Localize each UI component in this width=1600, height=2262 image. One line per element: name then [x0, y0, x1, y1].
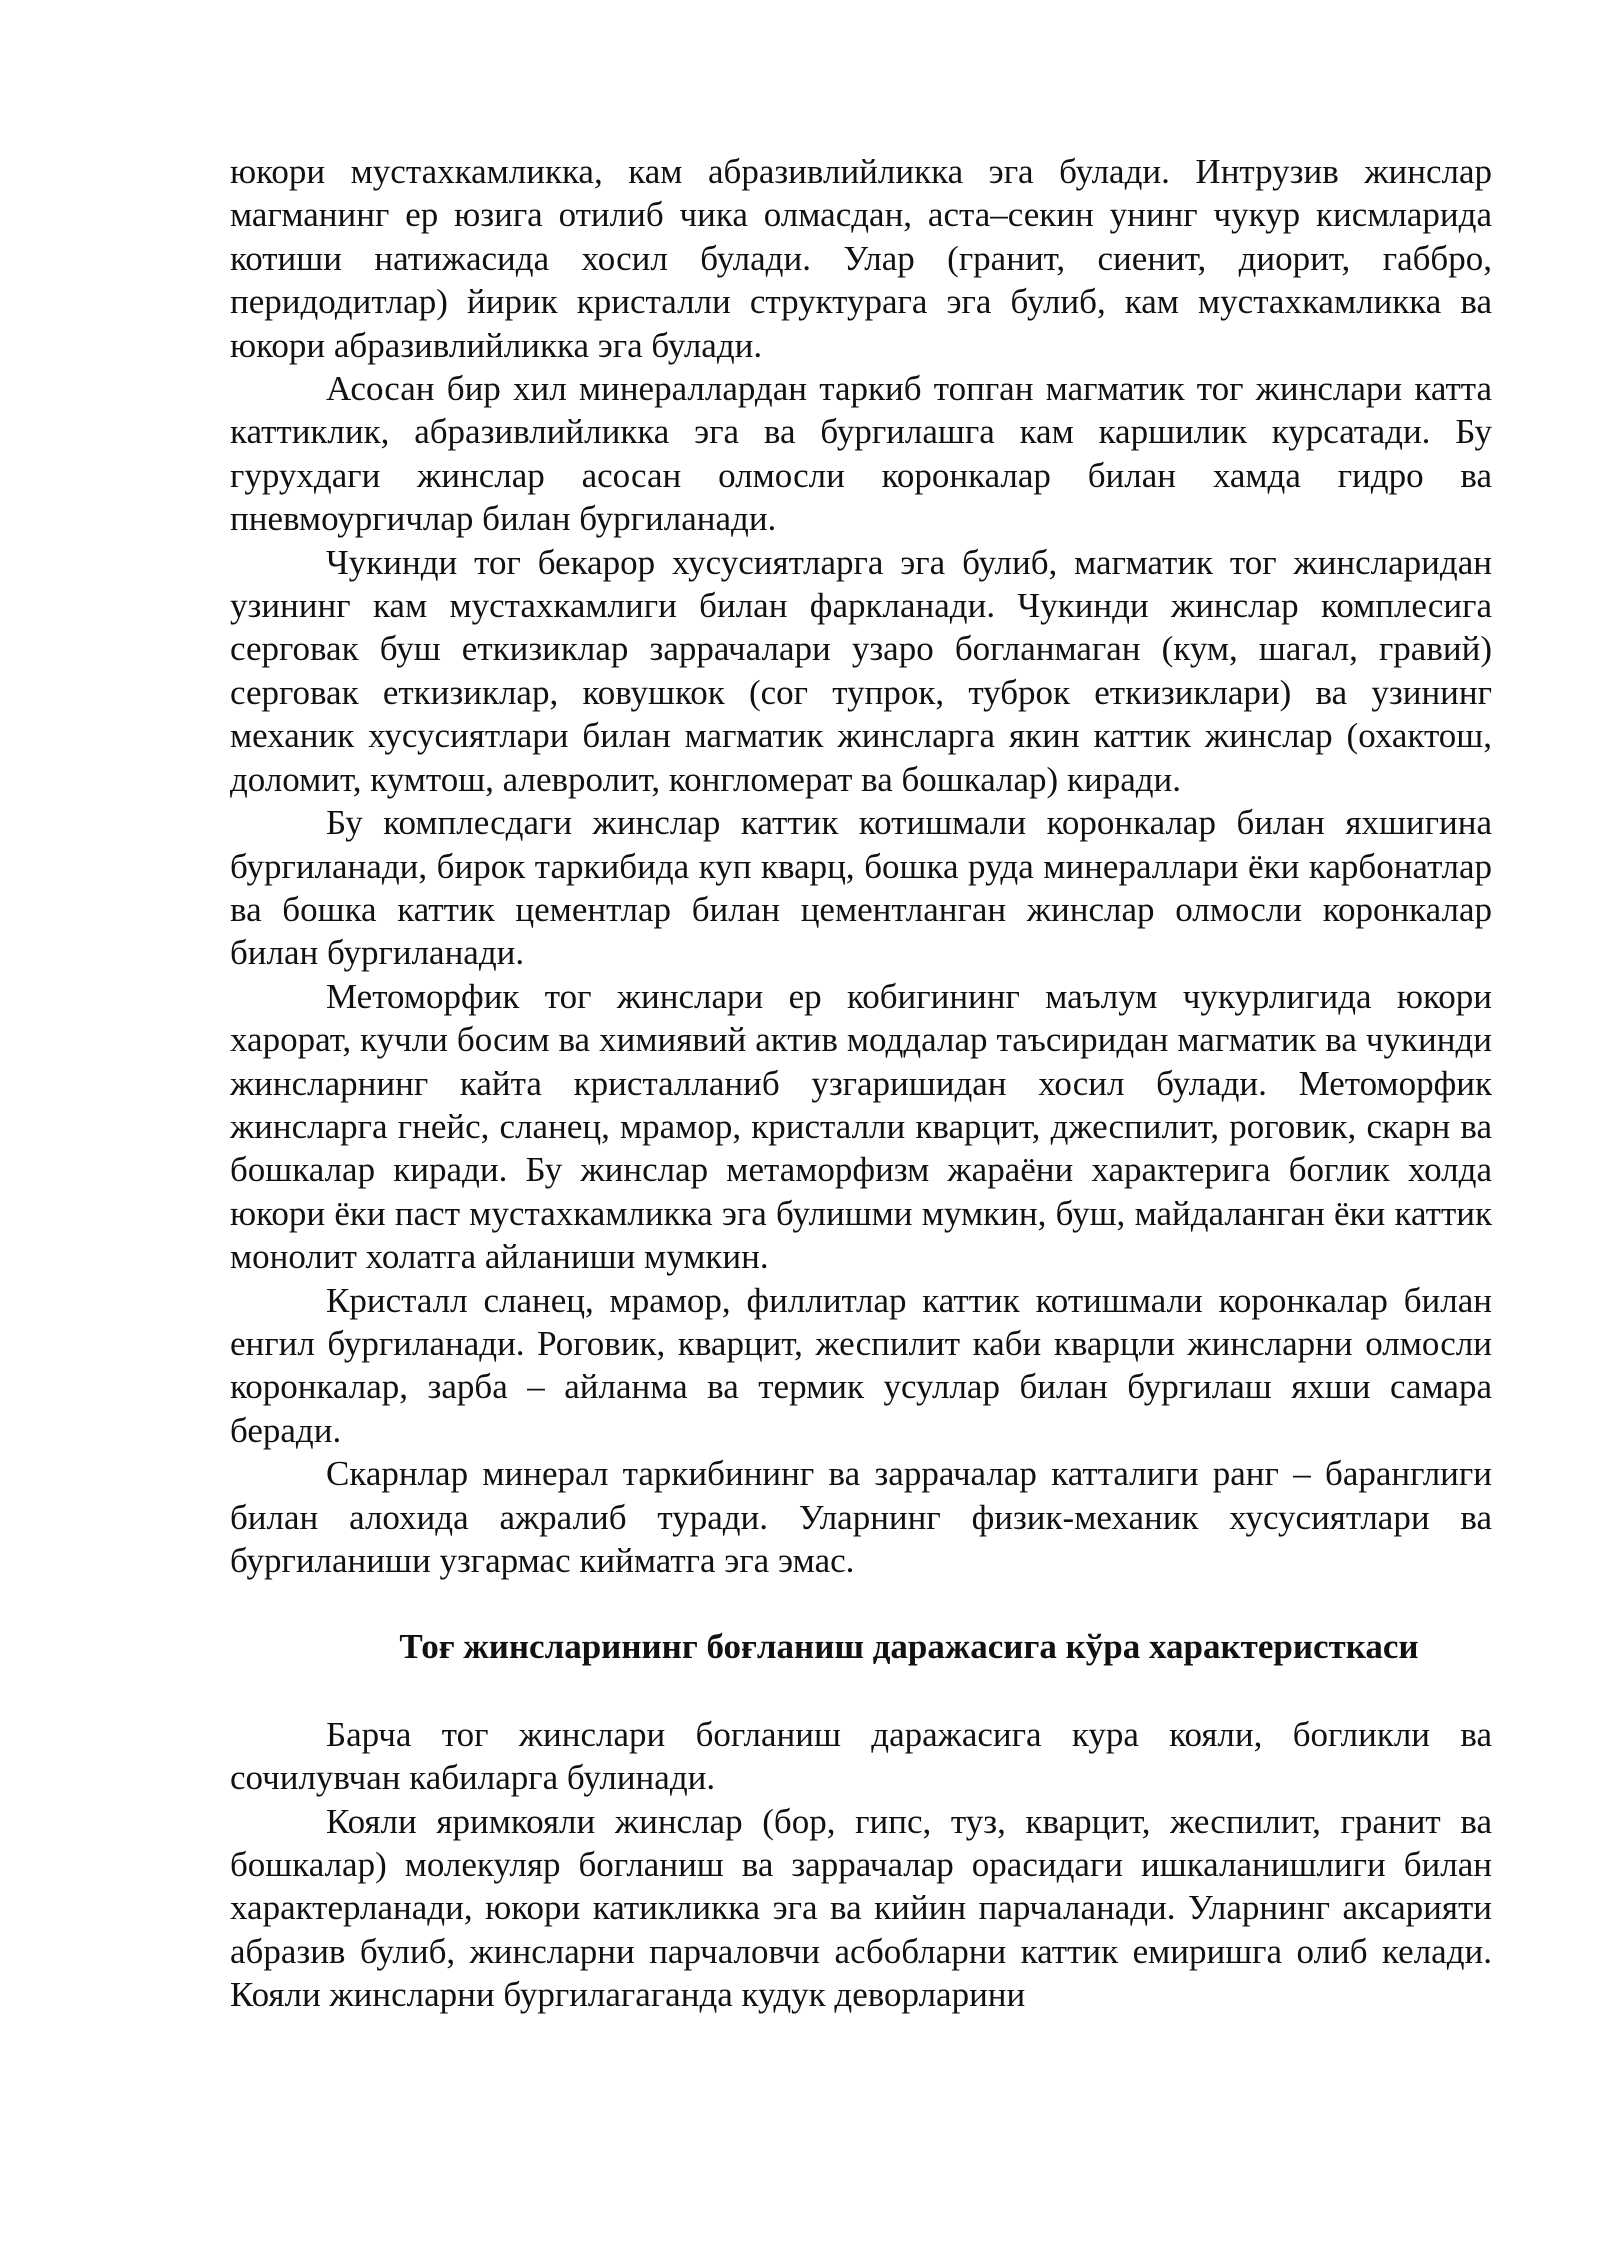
document-page: [230, 150, 1492, 2017]
paragraph-rock-classes: Барча тог жинслари богланиш даражасига кура кояли, богликли ва сочилувчан кабиларга булинади.: [230, 1714, 1492, 1798]
paragraph-magmatic-rocks: Асосан бир хил минераллардан таркиб топган магматик тог жинслари катта каттиклик, абразивлийликка эга ва бургилашга кам каршилик курсатади. Бу гурухдаги жинслар асосан олмосли коронкалар билан хамда гидро ва пневмоургичлар билан бургиланади.: [230, 369, 1492, 539]
paragraph-sedimentary-rocks: Чукинди тог бекарор хусусиятларга эга булиб, магматик тог жинсларидан узининг кам мустахкамлиги билан фаркланади. Чукинди жинслар комплесига серговак буш еткизиклар заррачалари узаро богланмаган (кум, шагал, гравий) серговак еткизиклар, ковушкок (сог тупрок, туброк еткизиклари) ва узининг механик хусусиятлари билан магматик жинсларга якин каттик жинслар (охактош, доломит, кумтош, алевролит, конгломерат ва бошкалар) киради.: [230, 542, 1492, 799]
paragraph-rocky-rocks: Кояли яримкояли жинслар (бор, гипс, туз, кварцит, жеспилит, гранит ва бошкалар) молекуляр богланиш ва заррачалар орасидаги ишкаланишлиги билан характерланади, юкори катикликка эга ва кийин парчаланади. Уларнинг аксарияти абразив булиб, жинсларни парчаловчи асбобларни каттик емиришга олиб келади. Кояли жинсларни бургилагаганда кудук деворларини: [230, 1801, 1492, 2015]
paragraph-intrusive-rocks: юкори мустахкамликка, кам абразивлийликка эга булади. Интрузив жинслар магманинг ер юзига отилиб чика олмасдан, аста–секин унинг чукур кисмларида котиши натижасида хосил булади. Улар (гранит, сиенит, диорит, габбро, перидодитлар) йирик кристалли структурага эга булиб, кам мустахкамликка ва юкори абразивлийликка эга булади.: [230, 152, 1492, 365]
section-heading: Тоғ жинсларининг боғланиш даражасига кўра характеристкаси: [399, 1627, 1419, 1667]
paragraph-metamorphic-rocks: Метоморфик тог жинслари ер кобигининг маълум чукурлигида юкори харорат, кучли босим ва химиявий актив моддалар таъсиридан магматик ва чукинди жинсларнинг кайта кристалланиб узгаришидан хосил булади. Метоморфик жинсларга гнейс, сланец, мрамор, кристалли кварцит, джеспилит, роговик, скарн ва бошкалар киради. Бу жинслар метаморфизм жараёни характерига боглик холда юкори ёки паст мустахкамликка эга булишми мумкин, буш, майдаланган ёки каттик монолит холатга айланиши мумкин.: [230, 976, 1492, 1277]
paragraph-sedimentary-drilling: Бу комплесдаги жинслар каттик котишмали коронкалар билан яхшигина бургиланади, бирок таркибида куп кварц, бошка руда минераллари ёки карбонатлар ва бошка каттик цементлар билан цементланган жинслар олмосли коронкалар билан бургиланади.: [230, 803, 1492, 973]
paragraph-skarns: Скарнлар минерал таркибининг ва заррачалар катталиги ранг – баранглиги билан алохида ажралиб туради. Уларнинг физик-механик хусусиятлари ва бургиланиши узгармас кийматга эга эмас.: [230, 1454, 1492, 1580]
paragraph-crystal-slate: Кристалл сланец, мрамор, филлитлар каттик котишмали коронкалар билан енгил бургиланади. Роговик, кварцит, жеспилит каби кварцли жинсларни олмосли коронкалар, зарба – айланма ва термик усуллар билан бургилаш яхши самара беради.: [230, 1280, 1492, 1450]
